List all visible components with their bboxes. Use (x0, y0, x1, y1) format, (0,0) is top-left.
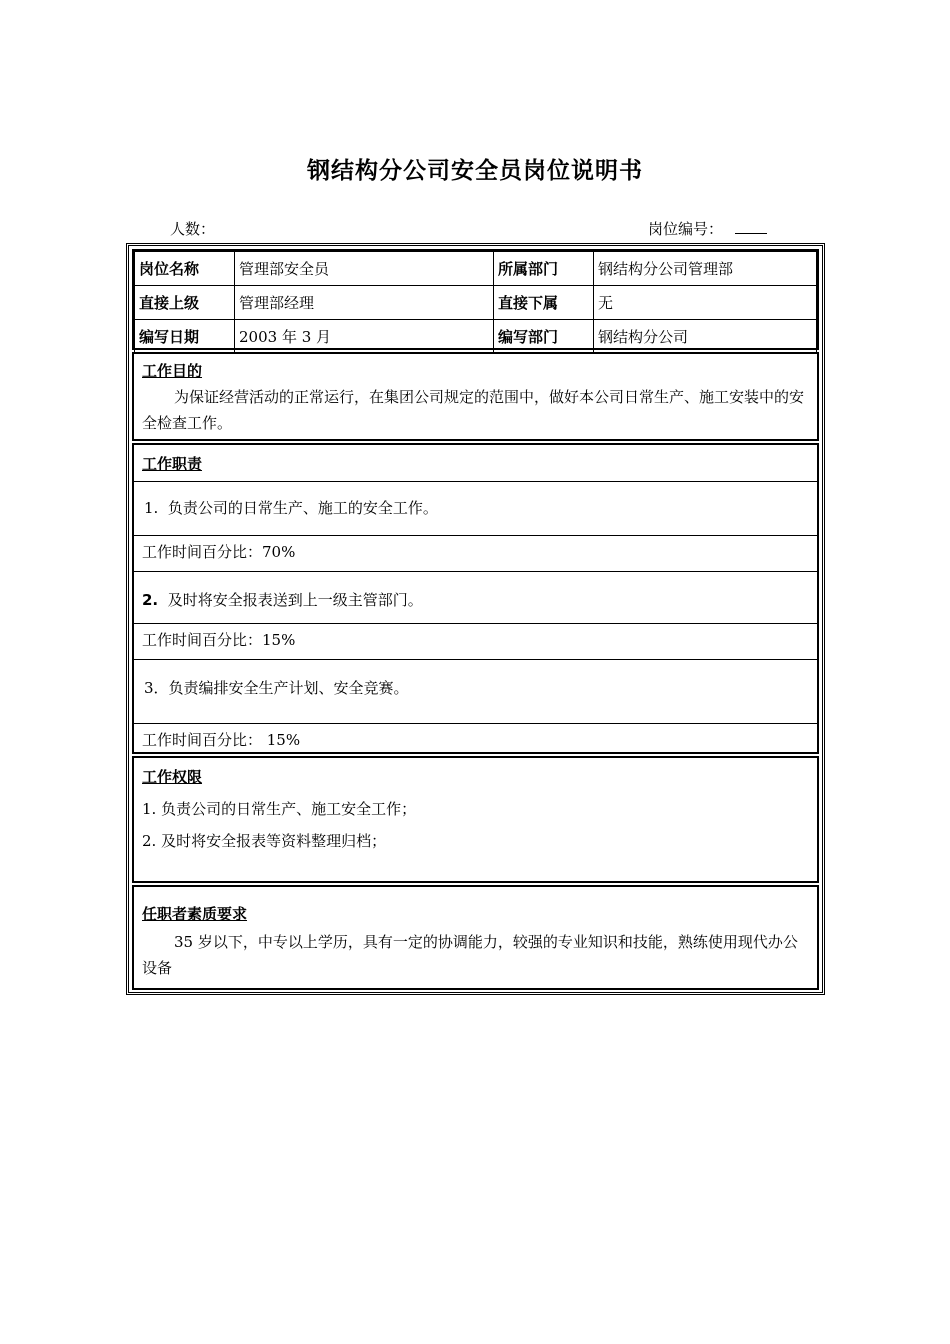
duty-number: 3． (144, 679, 169, 697)
duty-time-percent: 工作时间百分比：70% (142, 543, 296, 561)
duty-text: 负责公司的日常生产、施工的安全工作。 (167, 499, 438, 517)
document-title: 钢结构分公司安全员岗位说明书 (307, 158, 643, 184)
work-purpose-section (132, 352, 819, 441)
header-value: 无 (594, 286, 817, 320)
header-key: 直接上级 (135, 286, 235, 320)
section-title: 任职者素质要求 (142, 905, 248, 923)
authority-item: 2. 及时将安全报表等资料整理归档； (142, 832, 387, 850)
duty-text: 负责编排安全生产计划、安全竞赛。 (168, 679, 409, 697)
duty-number: 2. (142, 591, 159, 609)
qualification-section (132, 885, 819, 990)
position-number (648, 218, 767, 239)
header-key: 编写日期 (135, 320, 235, 354)
duty-item (144, 497, 438, 518)
duty-text: 及时将安全报表送到上一级主管部门。 (167, 591, 423, 609)
header-row (135, 286, 817, 320)
header-row (135, 252, 817, 286)
position-number-label: 岗位编号： (648, 220, 724, 238)
position-number-blank (735, 219, 767, 234)
section-title: 工作权限 (142, 768, 203, 786)
header-key: 所属部门 (494, 252, 594, 286)
header-table (132, 249, 819, 350)
divider (134, 723, 817, 724)
divider (134, 571, 817, 572)
duty-item (144, 677, 409, 698)
duty-time-percent: 工作时间百分比： 15% (142, 731, 301, 749)
header-key: 直接下属 (494, 286, 594, 320)
work-purpose-text: 为保证经营活动的正常运行，在集团公司规定的范围中，做好本公司日常生产、施工安装中的安全检查工作。 (142, 388, 805, 432)
divider (134, 623, 817, 624)
duty-time-percent: 工作时间百分比：15% (142, 631, 296, 649)
header-row (135, 320, 817, 354)
headcount-label: 人数： (170, 220, 216, 238)
work-duties-section (132, 443, 819, 754)
qualification-text: 35 岁以下，中专以上学历，具有一定的协调能力，较强的专业知识和技能，熟练使用现代办公设备 (142, 933, 798, 977)
authority-item: 1. 负责公司的日常生产、施工安全工作； (142, 800, 417, 818)
section-title: 工作职责 (142, 455, 203, 473)
work-authority-section (132, 756, 819, 883)
duty-number: 1. (144, 499, 159, 517)
header-value: 钢结构分公司 (594, 320, 817, 354)
header-key: 编写部门 (494, 320, 594, 354)
header-value: 管理部安全员 (235, 252, 494, 286)
divider (134, 659, 817, 660)
duty-item (142, 589, 423, 610)
job-description-form (126, 243, 825, 995)
divider (134, 535, 817, 536)
header-key: 岗位名称 (135, 252, 235, 286)
header-value: 管理部经理 (235, 286, 494, 320)
divider (134, 481, 817, 482)
section-title: 工作目的 (142, 362, 203, 380)
header-value: 钢结构分公司管理部 (594, 252, 817, 286)
header-value: 2003 年 3 月 (235, 320, 494, 354)
